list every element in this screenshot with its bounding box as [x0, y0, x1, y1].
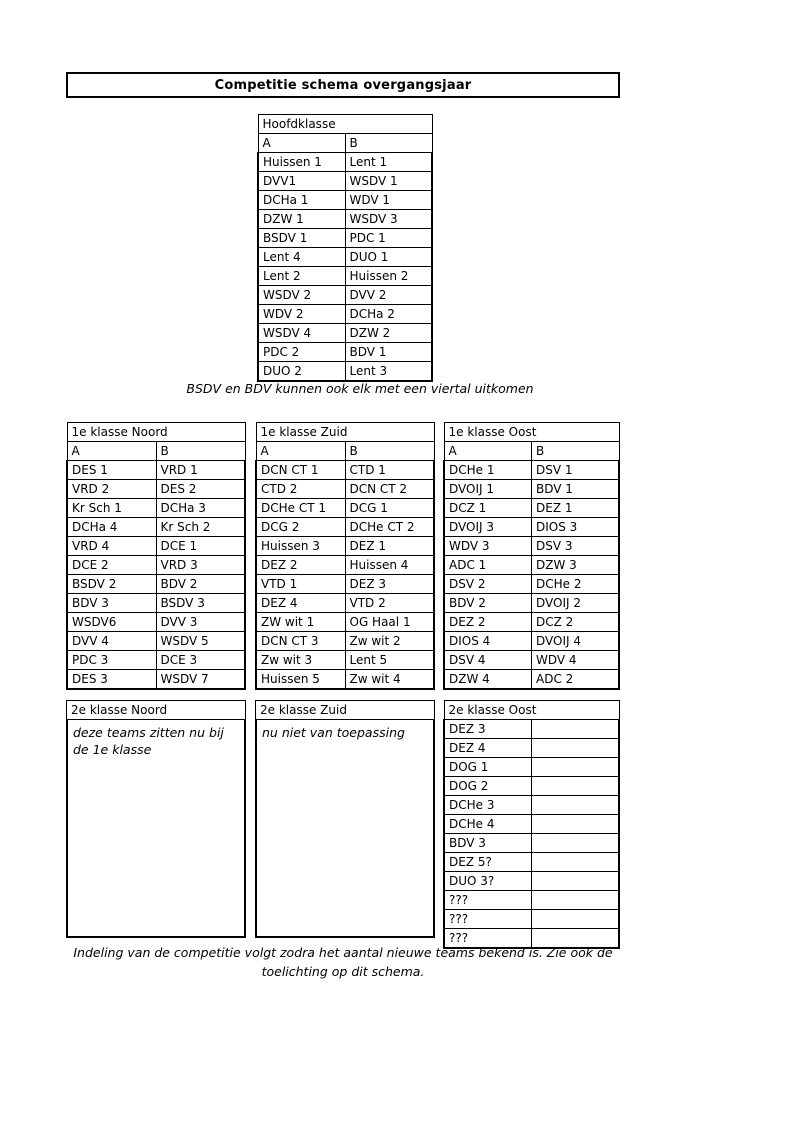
k2-noord-grid	[66, 700, 246, 720]
k2-oost-caption: 2e klasse Oost	[444, 701, 619, 720]
cell-b: BDV 1	[345, 343, 432, 362]
cell-b: BSDV 3	[156, 594, 245, 613]
hoofdklasse-header-row	[258, 134, 432, 153]
col-b: B	[345, 442, 434, 461]
k2-oost-grid	[443, 700, 620, 949]
cell-a: DCHe 4	[444, 815, 532, 834]
cell-a: BDV 3	[67, 594, 156, 613]
table-hoofdklasse	[257, 114, 433, 382]
cell-a: Zw wit 3	[256, 651, 345, 670]
table-row	[258, 343, 432, 362]
cell-a: DEZ 5?	[444, 853, 532, 872]
cell-b: Lent 1	[345, 153, 432, 172]
table-row	[444, 758, 619, 777]
table-row	[444, 891, 619, 910]
cell-b: DZW 2	[345, 324, 432, 343]
col-b: B	[156, 442, 245, 461]
table-row	[258, 267, 432, 286]
cell-a: DCHa 4	[67, 518, 156, 537]
cell-a: DCHe 1	[444, 461, 532, 480]
table-row	[444, 518, 619, 537]
cell-b: DVOIJ 2	[532, 594, 620, 613]
hoofdklasse-body	[258, 115, 432, 382]
cell-b	[532, 720, 620, 739]
cell-a: DSV 2	[444, 575, 532, 594]
document-title-banner	[66, 72, 620, 98]
header-row	[67, 442, 245, 461]
table-row	[67, 575, 245, 594]
cell-b: Huissen 2	[345, 267, 432, 286]
cell-b	[532, 834, 620, 853]
table-row	[444, 651, 619, 670]
table-row	[256, 537, 434, 556]
cell-b: WSDV 7	[156, 670, 245, 690]
table-row	[444, 594, 619, 613]
cell-a: DCN CT 3	[256, 632, 345, 651]
header-row	[444, 442, 619, 461]
table-row	[258, 305, 432, 324]
cell-a: PDC 3	[67, 651, 156, 670]
cell-a: WDV 2	[258, 305, 345, 324]
cell-b: OG Haal 1	[345, 613, 434, 632]
table-1e-klasse-oost	[443, 422, 620, 690]
table-row	[444, 670, 619, 690]
cell-a: DCHa 1	[258, 191, 345, 210]
cell-b	[532, 910, 620, 929]
k1-noord-body	[67, 423, 245, 690]
k2-zuid-body	[256, 701, 435, 720]
col-a: A	[256, 442, 345, 461]
cell-b: DCHa 2	[345, 305, 432, 324]
table-row	[444, 739, 619, 758]
cell-a: DES 1	[67, 461, 156, 480]
k2-noord-body	[67, 701, 246, 720]
table-row	[258, 362, 432, 382]
col-a: A	[67, 442, 156, 461]
table-row	[67, 461, 245, 480]
table-2e-klasse-zuid	[255, 700, 435, 938]
note-footer: Indeling van de competitie volgt zodra het aantal nieuwe teams bekend is. Zie ook de toelichting op dit schema.	[73, 945, 613, 979]
cell-b	[532, 758, 620, 777]
cell-a: BDV 3	[444, 834, 532, 853]
cell-a: ???	[444, 891, 532, 910]
k1-zuid-body	[256, 423, 434, 690]
table-row	[258, 324, 432, 343]
cell-b	[532, 815, 620, 834]
cell-a: BSDV 2	[67, 575, 156, 594]
cell-b: DCHe CT 2	[345, 518, 434, 537]
cell-a: CTD 2	[256, 480, 345, 499]
cell-b: Lent 5	[345, 651, 434, 670]
cell-b: WSDV 1	[345, 172, 432, 191]
table-row	[256, 613, 434, 632]
table-row	[256, 594, 434, 613]
cell-b: Kr Sch 2	[156, 518, 245, 537]
cell-a: ???	[444, 929, 532, 949]
cell-a: DEZ 3	[444, 720, 532, 739]
cell-b: DVV 2	[345, 286, 432, 305]
cell-a: Huissen 5	[256, 670, 345, 690]
cell-b	[532, 777, 620, 796]
cell-b: ADC 2	[532, 670, 620, 690]
table-2e-klasse-oost	[443, 700, 620, 949]
cell-b	[532, 872, 620, 891]
table-row	[258, 210, 432, 229]
table-row	[444, 796, 619, 815]
caption-row	[256, 423, 434, 442]
table-row	[444, 575, 619, 594]
cell-b: DEZ 1	[532, 499, 620, 518]
cell-a: DSV 4	[444, 651, 532, 670]
table-row	[67, 499, 245, 518]
table-row	[444, 480, 619, 499]
cell-a: ADC 1	[444, 556, 532, 575]
k1-zuid-caption: 1e klasse Zuid	[256, 423, 434, 442]
cell-a: DOG 2	[444, 777, 532, 796]
table-row	[256, 670, 434, 690]
cell-a: Kr Sch 1	[67, 499, 156, 518]
table-row	[444, 461, 619, 480]
cell-a: Huissen 1	[258, 153, 345, 172]
table-row	[258, 248, 432, 267]
cell-a: VRD 4	[67, 537, 156, 556]
cell-b: VTD 2	[345, 594, 434, 613]
cell-a: DUO 3?	[444, 872, 532, 891]
table-row	[67, 537, 245, 556]
cell-b: WSDV 3	[345, 210, 432, 229]
cell-b: PDC 1	[345, 229, 432, 248]
cell-a: DIOS 4	[444, 632, 532, 651]
table-2e-klasse-noord	[66, 700, 246, 938]
cell-a: Lent 2	[258, 267, 345, 286]
table-row	[444, 537, 619, 556]
note-bsdv: BSDV en BDV kunnen ook elk met een viertal uitkomen	[186, 381, 534, 396]
cell-a: DEZ 4	[256, 594, 345, 613]
table-row	[67, 518, 245, 537]
cell-a: VTD 1	[256, 575, 345, 594]
cell-b: Lent 3	[345, 362, 432, 382]
cell-a: Lent 4	[258, 248, 345, 267]
table-row	[256, 461, 434, 480]
cell-b: DCE 1	[156, 537, 245, 556]
table-row	[256, 499, 434, 518]
table-row	[258, 172, 432, 191]
table-1e-klasse-zuid	[255, 422, 435, 690]
table-row	[256, 632, 434, 651]
k1-oost-grid	[443, 422, 620, 690]
cell-b: DEZ 1	[345, 537, 434, 556]
cell-a: DCN CT 1	[256, 461, 345, 480]
table-row	[256, 575, 434, 594]
cell-b: DUO 1	[345, 248, 432, 267]
cell-a: DES 3	[67, 670, 156, 690]
k1-noord-caption: 1e klasse Noord	[67, 423, 245, 442]
k2-noord-caption: 2e klasse Noord	[67, 701, 246, 720]
cell-a: DVOIJ 3	[444, 518, 532, 537]
cell-b: VRD 3	[156, 556, 245, 575]
cell-b: DSV 1	[532, 461, 620, 480]
cell-b: DES 2	[156, 480, 245, 499]
table-row	[258, 286, 432, 305]
cell-a: PDC 2	[258, 343, 345, 362]
table-row	[444, 720, 619, 739]
k1-oost-caption: 1e klasse Oost	[444, 423, 619, 442]
cell-b: DSV 3	[532, 537, 620, 556]
cell-a: DZW 4	[444, 670, 532, 690]
caption-row	[67, 701, 246, 720]
table-row	[444, 632, 619, 651]
table-row	[67, 556, 245, 575]
cell-b: DEZ 3	[345, 575, 434, 594]
cell-a: DVV 4	[67, 632, 156, 651]
hoofdklasse-col-b: B	[345, 134, 432, 153]
cell-a: DOG 1	[444, 758, 532, 777]
caption-row	[67, 423, 245, 442]
cell-b: WSDV 5	[156, 632, 245, 651]
cell-b: WDV 4	[532, 651, 620, 670]
table-row	[444, 853, 619, 872]
cell-a: BDV 2	[444, 594, 532, 613]
table-row	[444, 910, 619, 929]
k1-oost-body	[444, 423, 619, 690]
cell-b	[532, 853, 620, 872]
cell-b: DCN CT 2	[345, 480, 434, 499]
cell-a: Huissen 3	[256, 537, 345, 556]
cell-a: DZW 1	[258, 210, 345, 229]
cell-b: Zw wit 4	[345, 670, 434, 690]
table-row	[444, 872, 619, 891]
cell-a: DVV1	[258, 172, 345, 191]
table-row	[258, 229, 432, 248]
cell-b: DCHa 3	[156, 499, 245, 518]
cell-b: DVOIJ 4	[532, 632, 620, 651]
cell-a: WSDV 2	[258, 286, 345, 305]
cell-a: DCZ 1	[444, 499, 532, 518]
cell-b: DIOS 3	[532, 518, 620, 537]
cell-b: VRD 1	[156, 461, 245, 480]
cell-a: DVOIJ 1	[444, 480, 532, 499]
cell-b: DCE 3	[156, 651, 245, 670]
cell-b: DCG 1	[345, 499, 434, 518]
table-row	[444, 499, 619, 518]
table-row	[67, 632, 245, 651]
cell-b: CTD 1	[345, 461, 434, 480]
cell-a: DCE 2	[67, 556, 156, 575]
cell-a: DCHe 3	[444, 796, 532, 815]
table-row	[258, 153, 432, 172]
cell-a: DUO 2	[258, 362, 345, 382]
table-row	[256, 518, 434, 537]
cell-a: DCG 2	[256, 518, 345, 537]
hoofdklasse-col-a: A	[258, 134, 345, 153]
cell-b: WDV 1	[345, 191, 432, 210]
table-row	[444, 556, 619, 575]
cell-b: DCHe 2	[532, 575, 620, 594]
k1-zuid-grid	[255, 422, 435, 690]
cell-b	[532, 796, 620, 815]
cell-a: DEZ 2	[256, 556, 345, 575]
table-row	[67, 670, 245, 690]
caption-row	[444, 423, 619, 442]
cell-b: Zw wit 2	[345, 632, 434, 651]
k2-oost-body	[444, 701, 619, 949]
k2-noord-note: deze teams zitten nu bij de 1e klasse	[66, 720, 246, 938]
cell-a: ZW wit 1	[256, 613, 345, 632]
table-row	[444, 777, 619, 796]
table-row	[256, 651, 434, 670]
hoofdklasse-grid	[257, 114, 433, 382]
cell-a: BSDV 1	[258, 229, 345, 248]
hoofdklasse-caption: Hoofdklasse	[258, 115, 432, 134]
cell-a: ???	[444, 910, 532, 929]
table-row	[67, 613, 245, 632]
cell-b	[532, 891, 620, 910]
table-row	[256, 480, 434, 499]
cell-b: DZW 3	[532, 556, 620, 575]
table-row	[444, 613, 619, 632]
col-b: B	[532, 442, 620, 461]
cell-b: DCZ 2	[532, 613, 620, 632]
page-title: Competitie schema overgangsjaar	[214, 77, 472, 93]
header-row	[256, 442, 434, 461]
caption-row	[444, 701, 619, 720]
k1-noord-grid	[66, 422, 246, 690]
table-row	[258, 191, 432, 210]
cell-a: DEZ 4	[444, 739, 532, 758]
cell-a: DCHe CT 1	[256, 499, 345, 518]
table-row	[67, 594, 245, 613]
table-row	[444, 815, 619, 834]
cell-b	[532, 739, 620, 758]
cell-a: WSDV 4	[258, 324, 345, 343]
cell-b: BDV 2	[156, 575, 245, 594]
table-row	[444, 834, 619, 853]
k2-zuid-grid	[255, 700, 435, 720]
table-row	[67, 480, 245, 499]
cell-a: WDV 3	[444, 537, 532, 556]
table-1e-klasse-noord	[66, 422, 246, 690]
cell-a: DEZ 2	[444, 613, 532, 632]
col-a: A	[444, 442, 532, 461]
hoofdklasse-caption-row	[258, 115, 432, 134]
table-row	[256, 556, 434, 575]
k2-zuid-caption: 2e klasse Zuid	[256, 701, 435, 720]
cell-b: DVV 3	[156, 613, 245, 632]
caption-row	[256, 701, 435, 720]
table-row	[67, 651, 245, 670]
cell-a: VRD 2	[67, 480, 156, 499]
cell-b: BDV 1	[532, 480, 620, 499]
cell-a: WSDV6	[67, 613, 156, 632]
k2-zuid-note: nu niet van toepassing	[255, 720, 435, 938]
cell-b: Huissen 4	[345, 556, 434, 575]
